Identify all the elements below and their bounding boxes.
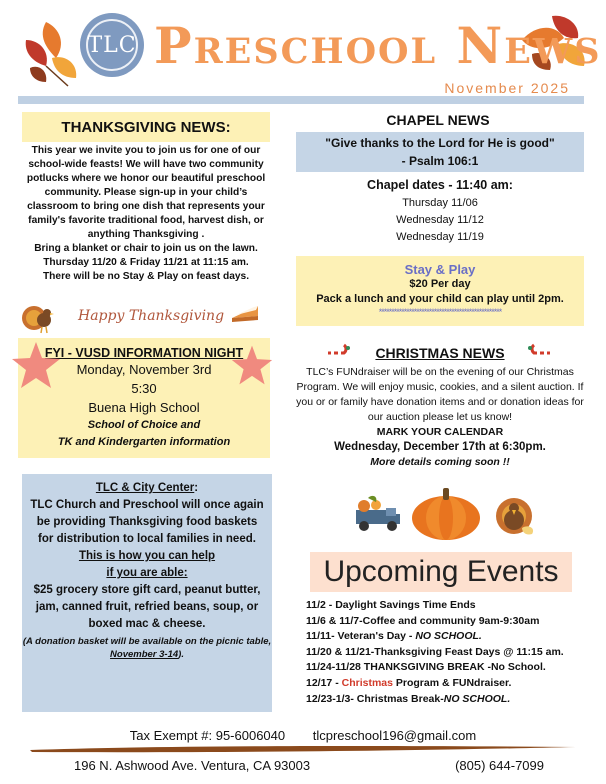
tlc-body: TLC Church and Preschool will once again be providing Thanksgiving food baskets for distribution to local families in need. xyxy=(30,499,264,545)
stay-play-price: $20 Per day xyxy=(409,278,471,290)
happy-thanksgiving-text: Happy Thanksgiving xyxy=(78,308,225,324)
footer-contact xyxy=(0,728,606,743)
event-text: 11/24-11/28 THANKSGIVING BREAK -No School. xyxy=(306,661,546,674)
thanksgiving-line: Thursday 11/20 & Friday 11/21 at 11:15 am. xyxy=(43,257,249,268)
footer-address: 196 N. Ashwood Ave. Ventura, CA 93003 xyxy=(74,758,311,773)
christmas-date: Wednesday, December 17th at 6:30pm. xyxy=(334,441,546,453)
christmas-title: CHRISTMAS NEWS xyxy=(375,345,505,361)
footer-phone: (805) 644-7099 xyxy=(455,758,544,773)
thanksgiving-line: There will be no Stay & Play on feast days. xyxy=(42,271,250,282)
event-emphasis: NO SCHOOL. xyxy=(443,692,511,705)
chapel-heading: CHAPEL NEWS xyxy=(386,112,490,128)
harvest-truck-icon xyxy=(352,494,404,536)
chapel-dates xyxy=(296,176,584,246)
stay-play-box xyxy=(296,256,584,326)
event-item xyxy=(306,614,586,630)
tlc-note-post: ). xyxy=(178,649,184,660)
tax-exempt: Tax Exempt #: 95-6006040 xyxy=(129,728,286,743)
chapel-date: Wednesday 11/19 xyxy=(396,231,484,243)
email-link[interactable]: tlcpreschool196@gmail.com xyxy=(312,728,477,743)
star-right-icon xyxy=(230,344,274,386)
stay-play-title: Stay & Play xyxy=(404,262,476,277)
chapel-verse-ref: - Psalm 106:1 xyxy=(401,154,479,168)
autumn-leaves-left-icon xyxy=(16,18,82,90)
pumpkin-icon xyxy=(410,484,482,542)
fyi-sub: TK and Kindergarten information xyxy=(57,436,231,448)
fyi-title: FYI - VUSD INFORMATION NIGHT xyxy=(44,346,244,360)
fyi-place: Buena High School xyxy=(88,400,200,415)
tlc-help-line: This is how you can help xyxy=(78,550,216,562)
christmas-news xyxy=(296,344,584,470)
event-item xyxy=(306,660,586,676)
event-text: 11/11- Veteran's Day - xyxy=(306,630,416,643)
thanksgiving-body xyxy=(18,144,274,284)
star-left-icon xyxy=(10,340,62,390)
chapel-verse: "Give thanks to the Lord for He is good" xyxy=(325,136,555,150)
thanksgiving-line: This year we invite you to join us for one of our school-wide feasts! We will have two community potlucks where we honor our beautiful preschool community. Please sign-up in your child’s classroom to bring one dish that represents your family's favorite traditional food, harvest dish, or anything Thanksgiving . xyxy=(26,145,266,240)
chapel-verse-box xyxy=(296,132,584,172)
fyi-date: Monday, November 3rd xyxy=(76,362,212,377)
fyi-time: 5:30 xyxy=(131,381,157,396)
tlc-note-dates: November 3-14 xyxy=(110,649,179,660)
tlc-note xyxy=(22,635,272,661)
pie-slice-icon xyxy=(230,302,260,324)
tlc-logo xyxy=(80,13,144,77)
tlc-note-pre: (A donation basket will be available on the picnic table, xyxy=(22,636,272,647)
tlc-help-line: if you are able: xyxy=(106,567,188,579)
event-item xyxy=(306,598,586,614)
newsletter-title: Preschool News xyxy=(154,16,602,75)
event-emphasis: NO SCHOOL. xyxy=(415,630,482,643)
tlc-city-center-box xyxy=(22,474,272,712)
fyi-sub: School of Choice and xyxy=(87,419,201,431)
event-text: 11/6 & 11/7-Coffee and community 9am-9:30am xyxy=(306,614,540,627)
tlc-items: $25 grocery store gift card, peanut butter, jam, canned fruit, refried beans, soup, or xyxy=(33,584,261,613)
chapel-date: Wednesday 11/12 xyxy=(396,214,484,226)
thanksgiving-heading: THANKSGIVING NEWS: xyxy=(22,112,270,142)
christmas-body: TLC’s FUNdraiser will be on the evening of our Christmas Program. We will enjoy music, cookies, and a silent auction. If you or or family have donation items and or donation ideas for our auction please let us know! xyxy=(296,366,584,423)
tlc-heading-colon: : xyxy=(194,482,199,494)
christmas-mark: MARK YOUR CALENDAR xyxy=(376,426,504,438)
events-list xyxy=(306,598,586,707)
stay-play-stars: ************************************************* xyxy=(378,307,502,317)
upcoming-events-title: Upcoming Events xyxy=(310,552,572,592)
christmas-more: More details coming soon !! xyxy=(370,456,510,468)
logo-text: TLC xyxy=(87,32,137,58)
tlc-heading: TLC & City Center xyxy=(95,482,195,494)
chapel-date: Thursday 11/06 xyxy=(402,197,478,209)
event-text: 12/17 - xyxy=(306,676,342,689)
footer-brush-stroke xyxy=(28,744,578,754)
tlc-items: boxed mac & cheese. xyxy=(88,618,206,630)
issue-month: November 2025 xyxy=(444,80,570,96)
header-divider xyxy=(18,96,584,104)
event-text: 12/23-1/3- Christmas Break- xyxy=(306,692,444,705)
thanksgiving-line: Bring a blanket or chair to join us on the lawn. xyxy=(34,243,258,254)
event-item xyxy=(306,645,586,661)
event-item xyxy=(306,692,586,708)
turkey-icon xyxy=(20,300,54,334)
turkey-right-icon xyxy=(490,494,540,538)
event-text: Program & FUNdraiser. xyxy=(392,676,512,689)
event-red-text: Christmas xyxy=(341,676,393,689)
event-item xyxy=(306,629,586,645)
event-text: 11/20 & 11/21-Thanksgiving Feast Days @ 11:15 am. xyxy=(306,645,564,658)
event-item xyxy=(306,676,586,692)
chapel-dates-heading: Chapel dates - 11:40 am: xyxy=(367,178,513,192)
event-text: 11/2 - Daylight Savings Time Ends xyxy=(306,599,476,611)
stay-play-line: Pack a lunch and your child can play until 2pm. xyxy=(316,293,564,305)
